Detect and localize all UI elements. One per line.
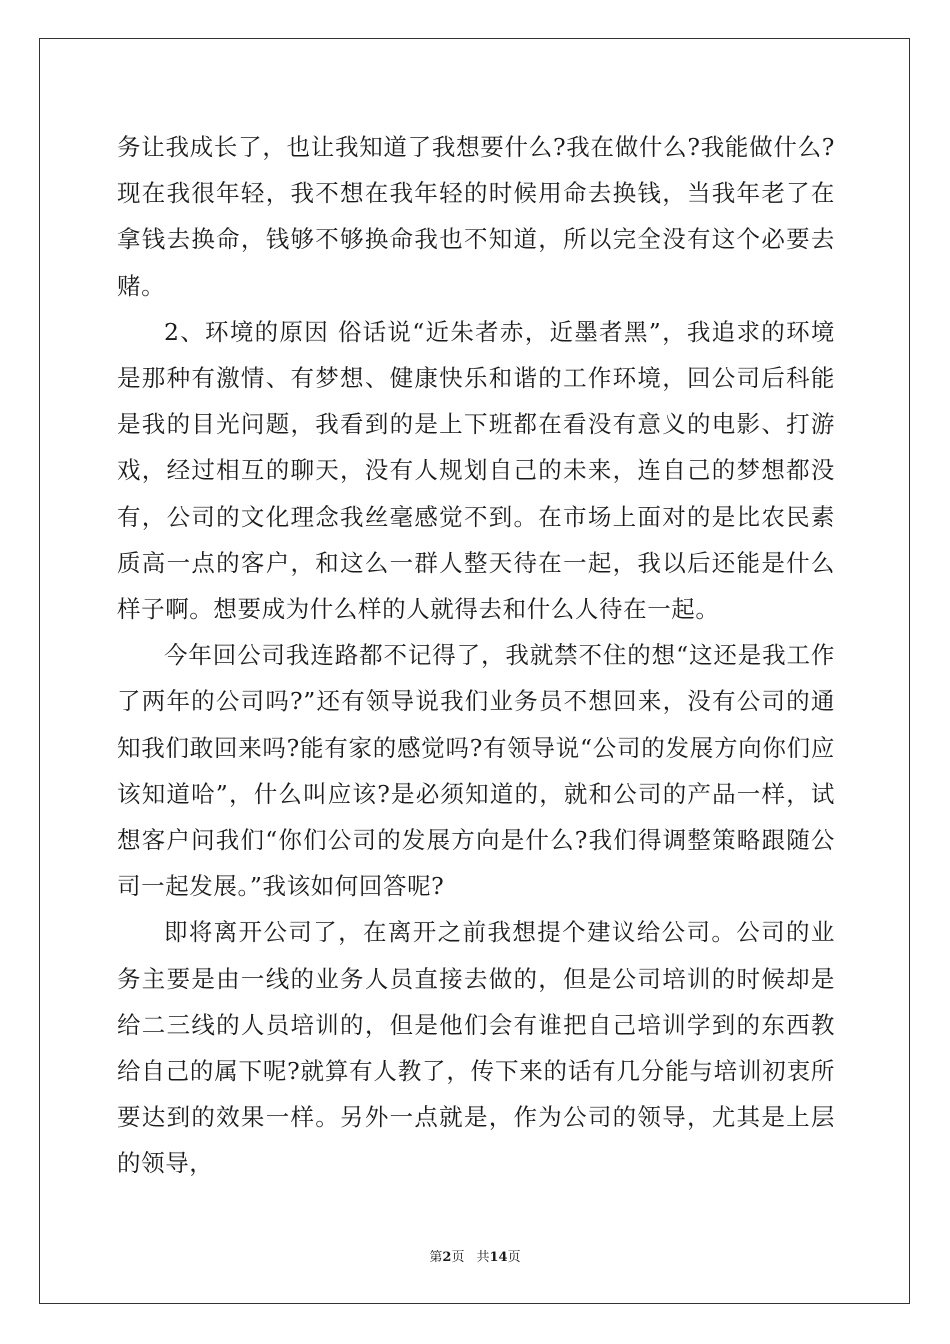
paragraph-environment: 2、环境的原因 俗话说“近朱者赤，近墨者黑”，我追求的环境是那种有激情、有梦想、健康快乐和谐的工作环境，回公司后科能是我的目光问题，我看到的是上下班都在看没有意义的电影、打游戏，经过相互的聊天，没有人规划自己的未来，连自己的梦想都没有，公司的文化理念我丝毫感觉不到。在市场上面对的是比农民素质高一点的客户，和这么一群人整天待在一起，我以后还能是什么样子啊。想要成为什么样的人就得去和什么人待在一起。 bbox=[117, 317, 835, 624]
footer-total-suffix: 页 bbox=[507, 1250, 521, 1265]
footer-total-prefix: 共 bbox=[476, 1250, 490, 1265]
footer-page-prefix: 第 bbox=[429, 1250, 443, 1265]
paragraph-continuation: 务让我成长了，也让我知道了我想要什么?我在做什么?我能做什么?现在我很年轻，我不想在我年轻的时候用命去换钱，当我年老了在拿钱去换命，钱够不够换命我也不知道，所以完全没有这个必要去赌。 bbox=[117, 133, 835, 300]
paragraph-suggestion: 即将离开公司了，在离开之前我想提个建议给公司。公司的业务主要是由一线的业务人员直接去做的，但是公司培训的时候却是给二三线的人员培训的，但是他们会有谁把自己培训学到的东西教给自己的属下呢?就算有人教了，传下来的话有几分能与培训初衷所要达到的效果一样。另外一点就是，作为公司的领导，尤其是上层的领导， bbox=[117, 918, 835, 1178]
paragraph-return-company: 今年回公司我连路都不记得了，我就禁不住的想“这还是我工作了两年的公司吗?”还有领导说我们业务员不想回来，没有公司的通知我们敢回来吗?能有家的感觉吗?有领导说“公司的发展方向你们应该知道哈”，什么叫应该?是必须知道的，就和公司的产品一样，试想客户问我们“你们公司的发展方向是什么?我们得调整策略跟随公司一起发展。”我该如何回答呢? bbox=[117, 641, 835, 901]
footer-page-total: 14 bbox=[489, 1250, 508, 1265]
footer-page-suffix: 页 bbox=[451, 1250, 465, 1265]
page-footer bbox=[0, 1246, 950, 1265]
footer-page-current: 2 bbox=[442, 1250, 452, 1265]
document-body bbox=[117, 124, 835, 1187]
